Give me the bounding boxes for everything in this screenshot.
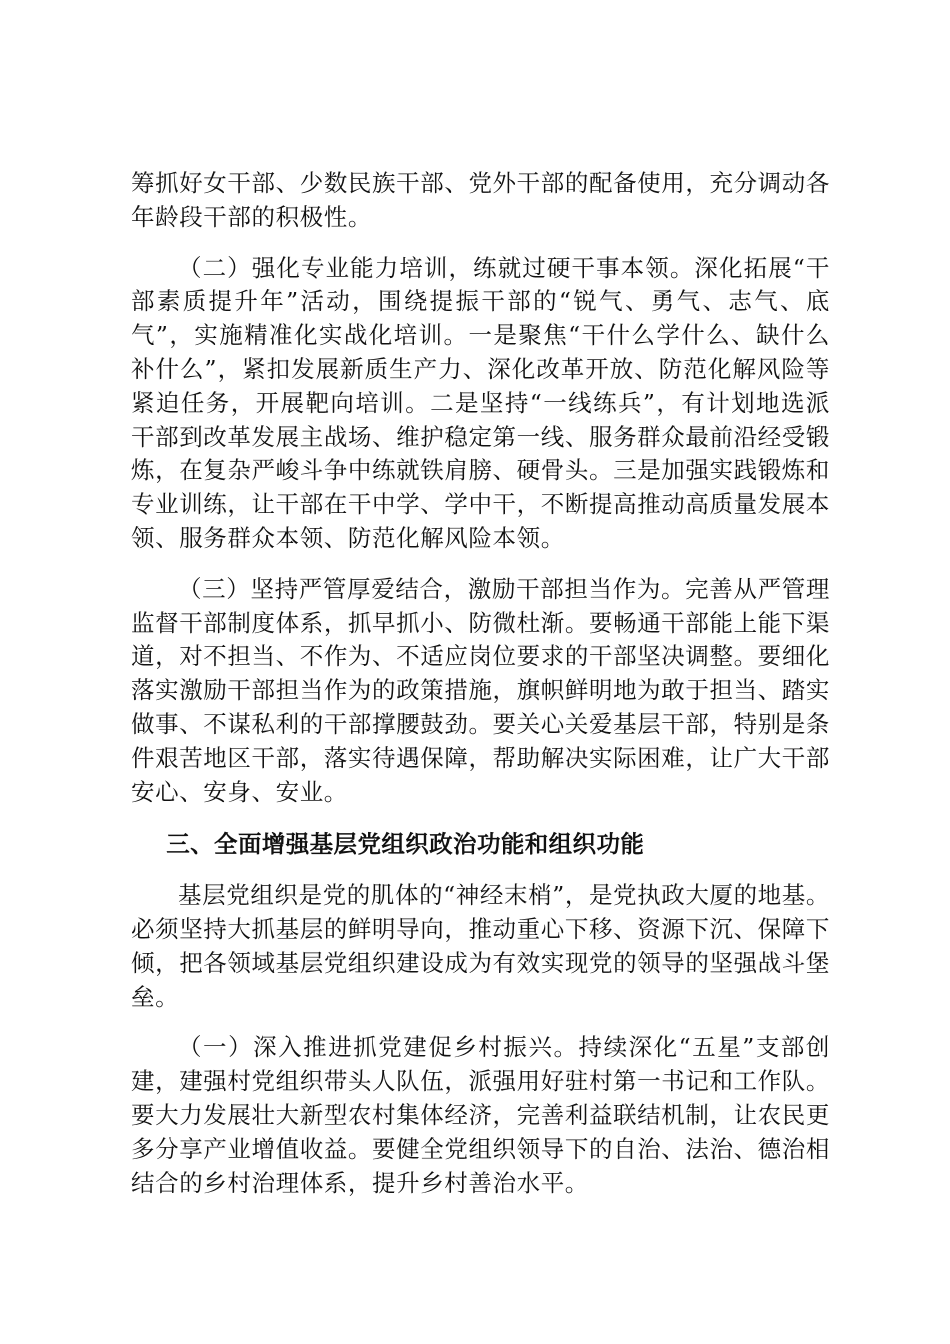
section-heading: 三、全面增强基层党组织政治功能和组织功能: [166, 830, 645, 859]
document-body: [131, 167, 830, 1200]
paragraph-grassroots: 基层党组织是党的肌体的“神经末梢”，是党执政大厦的地基。必须坚持大抓基层的鲜明导向，推动重心下移、资源下沉、保障下倾，把各领域基层党组织建设成为有效实现党的领导的坚强战斗堡垒。: [131, 881, 830, 1011]
paragraph-training: （二）强化专业能力培训，练就过硬干事本领。深化拓展“干部素质提升年”活动，围绕提振干部的“锐气、勇气、志气、底气”，实施精准化实战化培训。一是聚焦“干什么学什么、缺什么补什么”，紧扣发展新质生产力、深化改革开放、防范化解风险等紧迫任务，开展靶向培训。二是坚持“一线练兵”，有计划地选派干部到改革发展主战场、维护稳定第一线、服务群众最前沿经受锻炼，在复杂严峻斗争中练就铁肩膀、硬骨头。三是加强实践锻炼和专业训练，让干部在干中学、学中干，不断提高推动高质量发展本领、服务群众本领、防范化解风险本领。: [131, 253, 830, 552]
paragraph-supervision: （三）坚持严管厚爱结合，激励干部担当作为。完善从严管理监督干部制度体系，抓早抓小、防微杜渐。要畅通干部能上能下渠道，对不担当、不作为、不适应岗位要求的干部坚决调整。要细化落实激励干部担当作为的政策措施，旗帜鲜明地为敢于担当、踏实做事、不谋私利的干部撑腰鼓劲。要关心关爱基层干部，特别是条件艰苦地区干部，落实待遇保障，帮助解决实际困难，让广大干部安心、安身、安业。: [131, 574, 830, 806]
paragraph-continuation: 筹抓好女干部、少数民族干部、党外干部的配备使用，充分调动各年龄段干部的积极性。: [131, 169, 830, 231]
paragraph-rural-revitalization: （一）深入推进抓党建促乡村振兴。持续深化“五星”支部创建，建强村党组织带头人队伍，派强用好驻村第一书记和工作队。要大力发展壮大新型农村集体经济，完善利益联结机制，让农民更多分享产业增值收益。要健全党组织领导下的自治、法治、德治相结合的乡村治理体系，提升乡村善治水平。: [131, 1033, 830, 1197]
